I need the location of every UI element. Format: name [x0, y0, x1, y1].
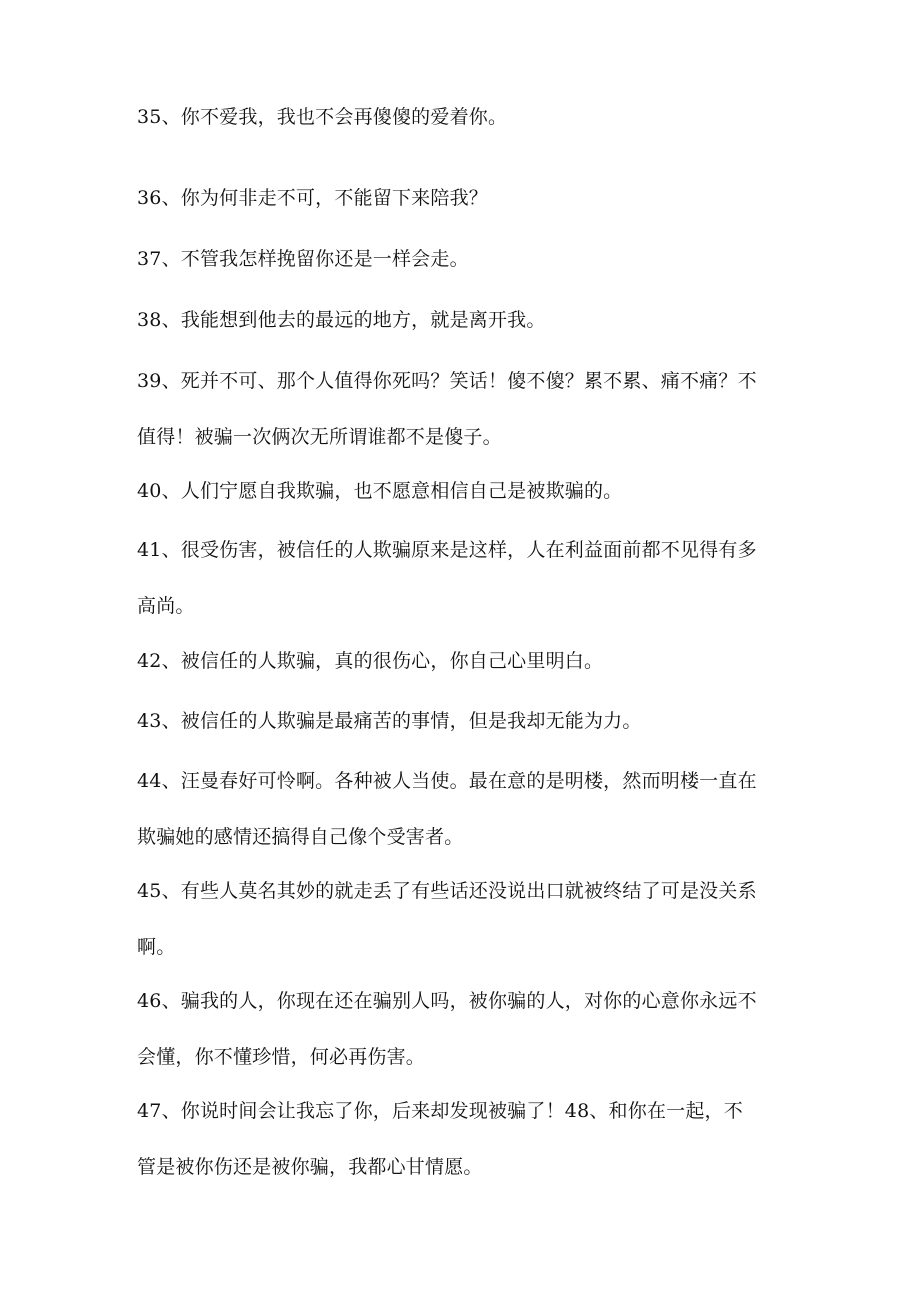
paragraph-line: 高尚。 [137, 595, 195, 617]
paragraph-46 [137, 973, 787, 1085]
paragraph-line: 38、我能想到他去的最远的地方，就是离开我。 [137, 309, 546, 331]
paragraph-line: 35、你不爱我，我也不会再傻傻的爱着你。 [137, 106, 508, 128]
paragraph-35 [137, 89, 787, 145]
paragraph-line: 44、汪曼春好可怜啊。各种被人当使。最在意的是明楼，然而明楼一直在 [137, 770, 757, 792]
paragraph-44 [137, 753, 787, 865]
paragraph-line: 啊。 [137, 936, 176, 958]
paragraph-line: 管是被你伤还是被你骗，我都心甘情愿。 [137, 1156, 483, 1178]
paragraph-45 [137, 863, 787, 975]
paragraph-36 [137, 170, 787, 226]
paragraph-line: 42、被信任的人欺骗，真的很伤心，你自己心里明白。 [137, 650, 604, 672]
paragraph-41 [137, 522, 787, 634]
paragraph-line: 40、人们宁愿自我欺骗，也不愿意相信自己是被欺骗的。 [137, 480, 623, 502]
paragraph-line: 欺骗她的感情还搞得自己像个受害者。 [137, 826, 464, 848]
paragraph-39 [137, 353, 787, 465]
paragraph-line: 43、被信任的人欺骗是最痛苦的事情，但是我却无能为力。 [137, 710, 642, 732]
paragraph-42 [137, 633, 787, 689]
paragraph-line: 45、有些人莫名其妙的就走丢了有些话还没说出口就被终结了可是没关系 [137, 880, 757, 902]
paragraph-47 [137, 1083, 787, 1195]
paragraph-line: 47、你说时间会让我忘了你，后来却发现被骗了！48、和你在一起，不 [137, 1100, 743, 1122]
paragraph-line: 46、骗我的人，你现在还在骗别人吗，被你骗的人，对你的心意你永远不 [137, 990, 757, 1012]
paragraph-43 [137, 693, 787, 749]
paragraph-line: 值得！被骗一次俩次无所谓谁都不是傻子。 [137, 426, 502, 448]
paragraph-line: 37、不管我怎样挽留你还是一样会走。 [137, 248, 469, 270]
paragraph-40 [137, 463, 787, 519]
paragraph-line: 41、很受伤害，被信任的人欺骗原来是这样，人在利益面前都不见得有多 [137, 539, 757, 561]
paragraph-38 [137, 292, 787, 348]
paragraph-37 [137, 231, 787, 287]
paragraph-line: 39、死并不可、那个人值得你死吗？笑话！傻不傻？累不累、痛不痛？不 [137, 370, 757, 392]
paragraph-line: 会懂，你不懂珍惜，何必再伤害。 [137, 1046, 426, 1068]
paragraph-line: 36、你为何非走不可，不能留下来陪我？ [137, 187, 488, 209]
